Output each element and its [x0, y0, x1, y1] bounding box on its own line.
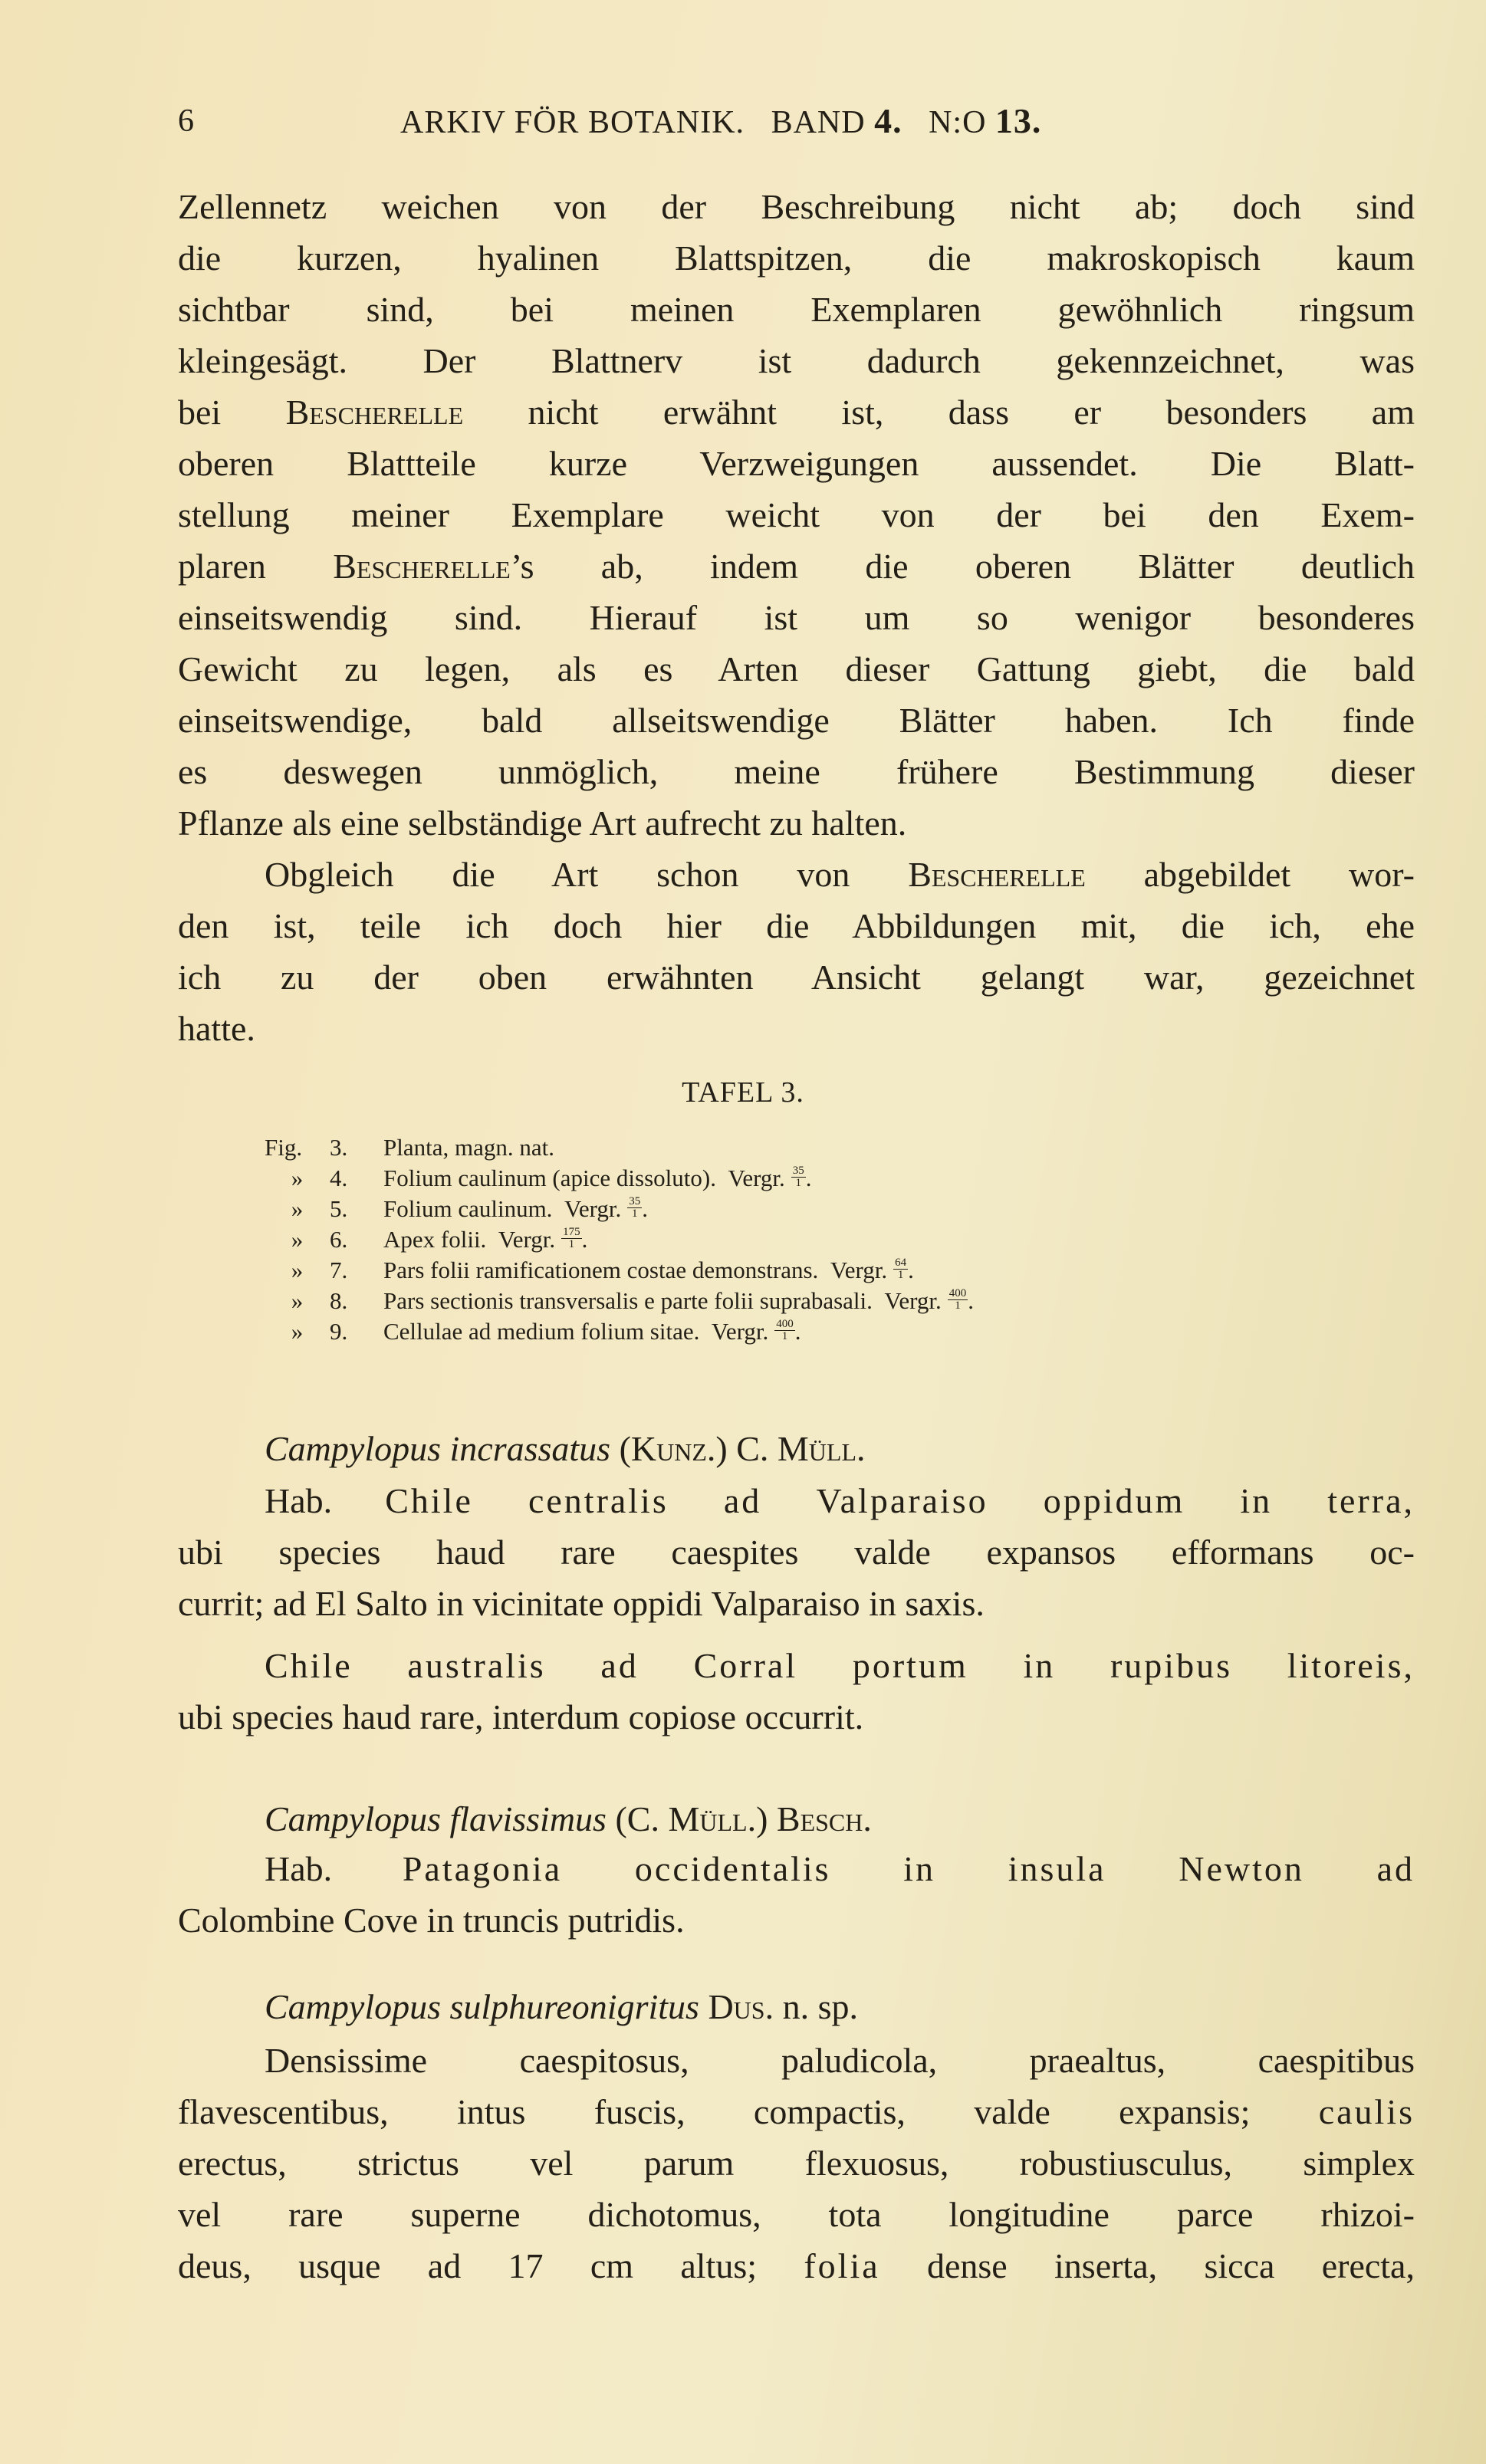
running-header: [178, 98, 1415, 144]
text-span: Chile centralis ad Valparaiso oppidum in terra,: [385, 1481, 1415, 1520]
legend-entry: [265, 1196, 648, 1222]
text-line: es deswegen unmöglich, meine frühere Bestimmung dieser: [178, 752, 1415, 791]
text-line: vel rare superne dichotomus, tota longitudine parce rhizoi-: [178, 2195, 1415, 2234]
spacer: [818, 1257, 830, 1283]
magnification-label: Vergr.: [830, 1257, 888, 1283]
figure-number: 4.: [330, 1165, 348, 1191]
legend-entry: [265, 1288, 974, 1314]
text-line: Gewicht zu legen, als es Arten dieser Gattung giebt, die bald: [178, 649, 1415, 688]
text-line: [178, 2243, 1415, 2289]
figure-caption: Folium caulinum (apice dissoluto).: [383, 1165, 716, 1191]
text-span: Patagonia occidentalis in insula Newton ad: [402, 1849, 1415, 1888]
species-author-paren: (Kunz.): [619, 1429, 728, 1468]
text-line: ubi species haud rare caespites valde expansos efformans oc-: [178, 1533, 1415, 1572]
text-line: sichtbar sind, bei meinen Exemplaren gewöhnlich ringsum: [178, 290, 1415, 329]
figure-number: 9.: [330, 1318, 348, 1345]
figure-number: 8.: [330, 1287, 348, 1314]
text-line: den ist, teile ich doch hier die Abbildungen mit, die ich, ehe: [178, 906, 1415, 945]
journal-name: ARKIV FÖR BOTANIK.: [400, 105, 745, 140]
magnification-denominator: 1: [897, 1269, 904, 1281]
species-name: Campylopus incrassatus: [265, 1429, 611, 1468]
text-line: [178, 544, 1415, 590]
magnification-denominator: 1: [955, 1299, 961, 1312]
text-line: einseitswendige, bald allseitswendige Blätter haben. Ich finde: [178, 701, 1415, 740]
text-line: einseitswendig sind. Hierauf ist um so wenigor besonderes: [178, 598, 1415, 637]
magnification-numerator: 400: [948, 1287, 967, 1299]
figure-number: 6.: [330, 1226, 348, 1253]
text-line: ubi species haud rare, interdum copiose occurrit.: [178, 1697, 864, 1736]
text-span: dense inserta, sicca erecta,: [879, 2246, 1415, 2285]
spacer: [699, 1318, 712, 1345]
species-author: C. Müll.: [736, 1429, 866, 1468]
magnification-numerator: 400: [776, 1318, 794, 1330]
hab-label: Hab.: [265, 1849, 333, 1888]
text-span: Obgleich die Art schon von: [265, 855, 909, 894]
figure-number: 5.: [330, 1195, 348, 1222]
legend-entry: [265, 1319, 801, 1345]
magnification-numerator: 175: [563, 1226, 580, 1238]
species-name: Campylopus flavissimus: [265, 1799, 607, 1838]
text-span: plaren: [178, 547, 334, 586]
period: .: [968, 1287, 975, 1314]
text-line: erectus, strictus vel parum flexuosus, robustiusculus, simplex: [178, 2144, 1415, 2183]
text-line: [265, 1846, 1415, 1892]
figure-caption: Apex folii.: [383, 1226, 487, 1253]
text-line: hatte.: [178, 1009, 255, 1048]
species-name: Campylopus sulphureonigritus: [265, 1987, 699, 2026]
text-line: Pflanze als eine selbständige Art aufrecht zu halten.: [178, 803, 907, 843]
figure-caption: Cellulae ad medium folium sitae.: [383, 1318, 700, 1345]
period: .: [908, 1257, 914, 1283]
text-span: flavescentibus, intus fuscis, compactis, valde expansis;: [178, 2092, 1319, 2131]
species-heading: [265, 1796, 872, 1842]
spacer: [873, 1287, 885, 1314]
ditto-mark: »: [291, 1257, 304, 1283]
species-author: Besch.: [776, 1799, 872, 1838]
period: .: [642, 1195, 649, 1222]
magnification-numerator: 64: [895, 1257, 907, 1269]
magnification-denominator: 1: [568, 1238, 575, 1250]
magnification-label: Vergr.: [884, 1287, 942, 1314]
spacer: [716, 1165, 728, 1191]
text-line: ich zu der oben erwähnten Ansicht gelangt war, gezeichnet: [178, 958, 1415, 997]
species-note: n. sp.: [782, 1987, 858, 2026]
text-line: Colombine Cove in truncis putridis.: [178, 1901, 685, 1940]
ditto-mark: »: [291, 1165, 304, 1191]
magnification-label: Vergr.: [711, 1318, 769, 1345]
legend-entry: [265, 1257, 914, 1283]
text-line: kleingesägt. Der Blattnerv ist dadurch gekennzeichnet, was: [178, 341, 1415, 380]
species-heading: [265, 1984, 858, 2030]
author-name: Bescherelle: [333, 547, 511, 586]
period: .: [794, 1318, 801, 1345]
text-line: [265, 1478, 1415, 1524]
figure-number: 7.: [330, 1257, 348, 1283]
text-line: [178, 2089, 1415, 2135]
author-name: Bescherelle: [908, 855, 1086, 894]
ditto-mark: »: [291, 1318, 304, 1345]
text-line: Densissime caespitosus, paludicola, praealtus, caespitibus: [265, 2041, 1415, 2080]
magnification-denominator: 1: [795, 1177, 802, 1189]
emphasized-word: folia: [804, 2246, 880, 2285]
magnification-numerator: 35: [792, 1165, 804, 1177]
ditto-mark: »: [291, 1226, 304, 1253]
magnification-fraction: [893, 1257, 908, 1283]
emphasized-word: caulis: [1318, 2092, 1415, 2131]
text-span: bei: [178, 393, 286, 432]
plate-title: TAFEL 3.: [682, 1076, 804, 1109]
hab-label: Hab.: [265, 1481, 333, 1520]
legend-entry: [265, 1165, 812, 1191]
magnification-numerator: 35: [629, 1195, 641, 1207]
spacer: [552, 1195, 564, 1222]
fig-label: Fig.: [265, 1134, 303, 1161]
text-line: [178, 389, 1415, 435]
magnification-label: Vergr.: [728, 1165, 785, 1191]
figure-number: 3.: [330, 1134, 348, 1161]
text-span: deus, usque ad 17 cm altus;: [178, 2246, 804, 2285]
species-heading: [265, 1426, 866, 1472]
magnification-fraction: [627, 1196, 642, 1222]
species-author-paren: (C. Müll.): [615, 1799, 768, 1838]
magnification-label: Vergr.: [564, 1195, 622, 1222]
text-line: die kurzen, hyalinen Blattspitzen, die makroskopisch kaum: [178, 238, 1415, 278]
text-line: Chile australis ad Corral portum in rupibus litoreis,: [265, 1646, 1415, 1685]
band-number: 4.: [874, 101, 902, 140]
magnification-denominator: 1: [632, 1207, 638, 1220]
legend-entry: [265, 1227, 587, 1253]
species-author: Dus.: [708, 1987, 774, 2026]
band-label: BAND: [771, 105, 866, 140]
figure-caption: Planta, magn. nat.: [383, 1134, 554, 1161]
magnification-fraction: [948, 1288, 968, 1314]
magnification-fraction: [791, 1165, 806, 1191]
text-line: [265, 852, 1415, 898]
text-line: stellung meiner Exemplare weicht von der bei den Exem-: [178, 495, 1415, 534]
issue-label: N:O: [929, 105, 987, 140]
magnification-denominator: 1: [781, 1330, 788, 1342]
magnification-fraction: [561, 1227, 582, 1253]
author-name: Bescherelle: [285, 393, 464, 432]
magnification-fraction: [774, 1319, 795, 1345]
text-span: nicht erwähnt ist, dass er besonders am: [463, 393, 1415, 432]
text-line: currit; ad El Salto in vicinitate oppidi Valparaiso in saxis.: [178, 1584, 985, 1623]
figure-caption: Pars sectionis transversalis e parte folii suprabasali.: [383, 1287, 873, 1314]
page-number: 6: [178, 103, 194, 139]
period: .: [805, 1165, 812, 1191]
journal-title: [400, 98, 1041, 146]
ditto-mark: »: [291, 1287, 304, 1314]
figure-caption: Pars folii ramificationem costae demonstrans.: [383, 1257, 819, 1283]
spacer: [486, 1226, 498, 1253]
issue-number: 13.: [995, 101, 1042, 140]
figure-caption: Folium caulinum.: [383, 1195, 553, 1222]
magnification-label: Vergr.: [498, 1226, 556, 1253]
ditto-mark: »: [291, 1195, 304, 1222]
text-line: Zellennetz weichen von der Beschreibung nicht ab; doch sind: [178, 187, 1415, 226]
legend-entry: [265, 1135, 554, 1161]
text-line: oberen Blattteile kurze Verzweigungen aussendet. Die Blatt-: [178, 444, 1415, 483]
text-span: ’s ab, indem die oberen Blätter deutlich: [510, 547, 1415, 586]
period: .: [581, 1226, 588, 1253]
text-span: abgebildet wor-: [1085, 855, 1415, 894]
